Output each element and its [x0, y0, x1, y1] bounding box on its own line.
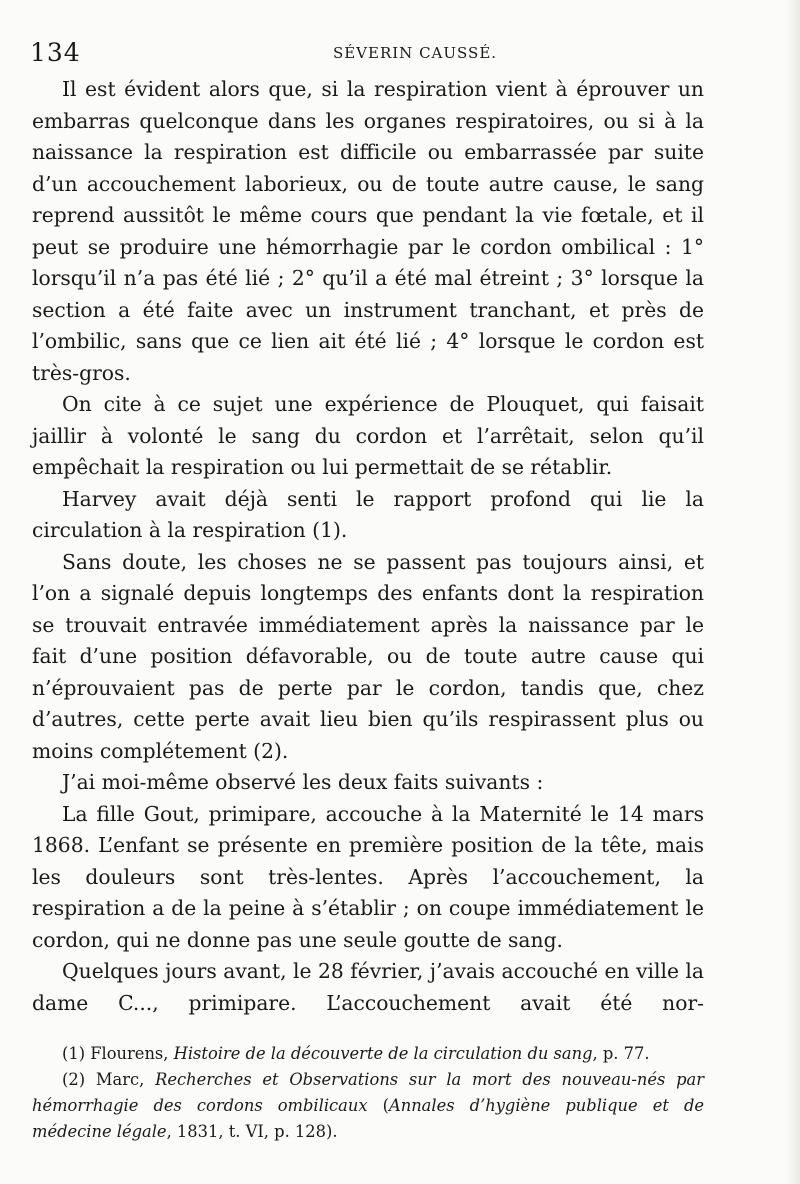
footnote-author: (2) Marc,	[62, 1070, 156, 1089]
page-header	[30, 38, 760, 68]
paragraph: La fille Gout, primipare, accouche à la Maternité le 14 mars 1868. L’enfant se présente en première position de la tête, mais les douleurs sont très-lentes. Après l’accouchement, la respiration a de la peine à s’établir ; on coupe immédiatement le cordon, qui ne donne pas une seule goutte de sang.	[32, 801, 704, 952]
page-edge-shadow	[786, 0, 800, 1184]
footnote-journal: Annales d’hygiène publique et de médecine légale	[32, 1096, 705, 1141]
body-text	[32, 74, 704, 1019]
paragraph: Quelques jours avant, le 28 février, j’avais accouché en ville la dame C..., primipare. L’accouchement avait été nor-	[32, 959, 704, 1015]
paragraph: J’ai moi-même observé les deux faits suivants :	[62, 770, 544, 794]
paragraph: Il est évident alors que, si la respiration vient à éprouver un embarras quelconque dans les organes respiratoires, ou si à la naissance la respiration est difficile ou embarrassée par suite d’un accouchement laborieux, ou de toute autre cause, le sang reprend aussitôt le même cours que pendant la vie fœtale, et il peut se produire une hémorrhagie par le cordon ombilical : 1° lorsqu’il n’a pas été lié ; 2° qu’il a été mal étreint ; 3° lorsque la section a été faite avec un instrument tranchant, et près de l’ombilic, sans que ce lien ait été lié ; 4° lorsque le cordon est très-gros.	[32, 77, 704, 385]
footnotes	[32, 1041, 704, 1145]
paragraph: Harvey avait déjà senti le rapport profond qui lie la circulation à la respiration (1).	[32, 486, 704, 542]
page-number: 134	[30, 38, 81, 67]
footnote-author: (1) Flourens,	[62, 1044, 174, 1063]
paragraph: Sans doute, les choses ne se passent pas toujours ainsi, et l’on a signalé depuis longtemps des enfants dont la respiration se trouvait entravée immédiatement après la naissance par le fait d’une position défavorable, ou de toute autre cause qui n’éprouvaient pas de perte par le cordon, tandis que, chez d’autres, cette perte avait lieu bien qu’ils respirassent plus ou moins complétement (2).	[32, 549, 704, 763]
paragraph: On cite à ce sujet une expérience de Plouquet, qui faisait jaillir à volonté le sang du cordon et l’arrêtait, selon qu’il empêchait la respiration ou lui permettait de se rétablir.	[32, 392, 704, 479]
footnote-2	[32, 1067, 704, 1145]
running-head: SÉVERIN CAUSSÉ.	[332, 44, 498, 62]
footnote-pages: , p. 77.	[592, 1044, 650, 1063]
footnote-pages: , 1831, t. VI, p. 128).	[166, 1122, 338, 1141]
footnote-title: Recherches et Observations sur la mort des nouveau-nés par hémorrhagie des cordons ombilicaux	[32, 1070, 705, 1115]
footnote-separator: (	[367, 1096, 389, 1115]
footnote-1	[32, 1041, 704, 1067]
footnote-title: Histoire de la découverte de la circulation du sang	[173, 1044, 593, 1063]
